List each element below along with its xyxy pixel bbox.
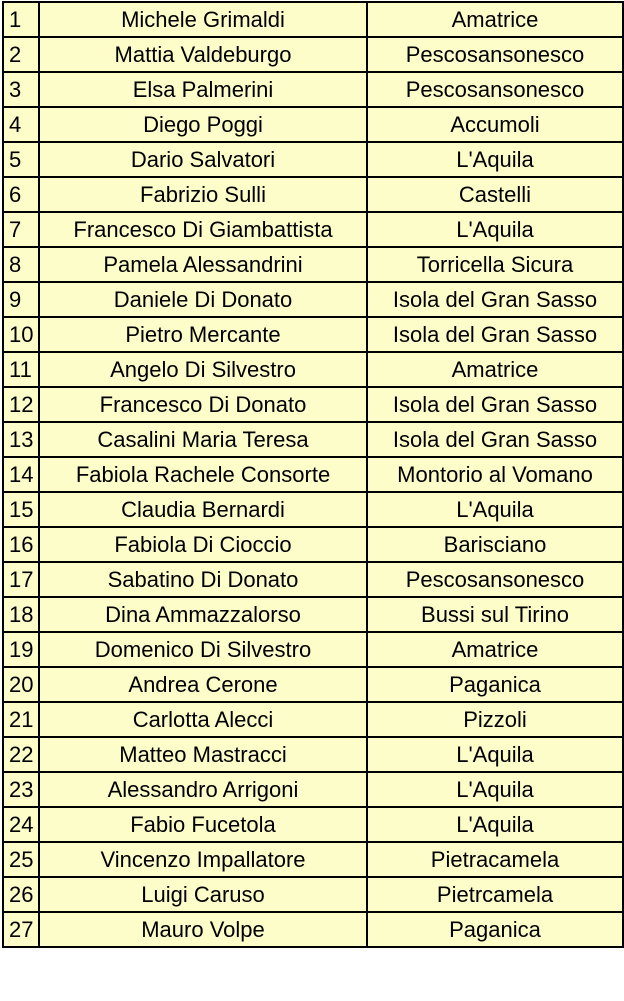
row-number-cell[interactable]: 16 <box>3 527 39 562</box>
place-cell[interactable]: L'Aquila <box>367 142 623 177</box>
table-row <box>3 212 623 247</box>
name-cell[interactable]: Fabiola Di Cioccio <box>39 527 367 562</box>
row-number-cell[interactable]: 23 <box>3 772 39 807</box>
row-number-cell[interactable]: 8 <box>3 247 39 282</box>
table-row <box>3 772 623 807</box>
place-cell[interactable]: Amatrice <box>367 352 623 387</box>
row-number-cell[interactable]: 9 <box>3 282 39 317</box>
place-cell[interactable]: Pietrcamela <box>367 877 623 912</box>
row-number-cell[interactable]: 12 <box>3 387 39 422</box>
table-row <box>3 387 623 422</box>
name-cell[interactable]: Vincenzo Impallatore <box>39 842 367 877</box>
place-cell[interactable]: Pescosansonesco <box>367 37 623 72</box>
place-cell[interactable]: L'Aquila <box>367 807 623 842</box>
place-cell[interactable]: Pietracamela <box>367 842 623 877</box>
place-cell[interactable]: Pescosansonesco <box>367 72 623 107</box>
name-cell[interactable]: Domenico Di Silvestro <box>39 632 367 667</box>
name-cell[interactable]: Elsa Palmerini <box>39 72 367 107</box>
place-cell[interactable]: Montorio al Vomano <box>367 457 623 492</box>
table-row <box>3 422 623 457</box>
place-cell[interactable]: L'Aquila <box>367 492 623 527</box>
place-cell[interactable]: Isola del Gran Sasso <box>367 317 623 352</box>
place-cell[interactable]: Torricella Sicura <box>367 247 623 282</box>
row-number-cell[interactable]: 2 <box>3 37 39 72</box>
row-number-cell[interactable]: 15 <box>3 492 39 527</box>
table-row <box>3 142 623 177</box>
place-cell[interactable]: Barisciano <box>367 527 623 562</box>
place-cell[interactable]: Paganica <box>367 912 623 947</box>
table-row <box>3 667 623 702</box>
name-cell[interactable]: Luigi Caruso <box>39 877 367 912</box>
table-row <box>3 352 623 387</box>
table-row <box>3 107 623 142</box>
row-number-cell[interactable]: 14 <box>3 457 39 492</box>
name-cell[interactable]: Dina Ammazzalorso <box>39 597 367 632</box>
table-row <box>3 737 623 772</box>
name-cell[interactable]: Fabio Fucetola <box>39 807 367 842</box>
table-row <box>3 247 623 282</box>
table-row <box>3 702 623 737</box>
name-cell[interactable]: Francesco Di Giambattista <box>39 212 367 247</box>
row-number-cell[interactable]: 1 <box>3 2 39 37</box>
spreadsheet-sheet <box>0 1 624 1001</box>
name-cell[interactable]: Casalini Maria Teresa <box>39 422 367 457</box>
table-row <box>3 842 623 877</box>
row-number-cell[interactable]: 11 <box>3 352 39 387</box>
table-row <box>3 177 623 212</box>
name-cell[interactable]: Pietro Mercante <box>39 317 367 352</box>
row-number-cell[interactable]: 25 <box>3 842 39 877</box>
name-cell[interactable]: Andrea Cerone <box>39 667 367 702</box>
row-number-cell[interactable]: 3 <box>3 72 39 107</box>
table-row <box>3 37 623 72</box>
row-number-cell[interactable]: 17 <box>3 562 39 597</box>
table-row <box>3 317 623 352</box>
row-number-cell[interactable]: 13 <box>3 422 39 457</box>
row-number-cell[interactable]: 26 <box>3 877 39 912</box>
row-number-cell[interactable]: 27 <box>3 912 39 947</box>
row-number-cell[interactable]: 7 <box>3 212 39 247</box>
table-row <box>3 562 623 597</box>
name-cell[interactable]: Alessandro Arrigoni <box>39 772 367 807</box>
name-cell[interactable]: Mauro Volpe <box>39 912 367 947</box>
place-cell[interactable]: Pizzoli <box>367 702 623 737</box>
place-cell[interactable]: Accumoli <box>367 107 623 142</box>
place-cell[interactable]: Bussi sul Tirino <box>367 597 623 632</box>
row-number-cell[interactable]: 4 <box>3 107 39 142</box>
name-cell[interactable]: Dario Salvatori <box>39 142 367 177</box>
name-cell[interactable]: Angelo Di Silvestro <box>39 352 367 387</box>
table-row <box>3 457 623 492</box>
name-cell[interactable]: Pamela Alessandrini <box>39 247 367 282</box>
row-number-cell[interactable]: 19 <box>3 632 39 667</box>
place-cell[interactable]: Pescosansonesco <box>367 562 623 597</box>
place-cell[interactable]: Amatrice <box>367 632 623 667</box>
name-cell[interactable]: Francesco Di Donato <box>39 387 367 422</box>
place-cell[interactable]: Isola del Gran Sasso <box>367 422 623 457</box>
table-row <box>3 2 623 37</box>
name-cell[interactable]: Carlotta Alecci <box>39 702 367 737</box>
place-cell[interactable]: Amatrice <box>367 2 623 37</box>
row-number-cell[interactable]: 6 <box>3 177 39 212</box>
row-number-cell[interactable]: 18 <box>3 597 39 632</box>
table-row <box>3 492 623 527</box>
place-cell[interactable]: Paganica <box>367 667 623 702</box>
name-cell[interactable]: Fabrizio Sulli <box>39 177 367 212</box>
row-number-cell[interactable]: 21 <box>3 702 39 737</box>
place-cell[interactable]: Isola del Gran Sasso <box>367 387 623 422</box>
table-row <box>3 632 623 667</box>
name-cell[interactable]: Mattia Valdeburgo <box>39 37 367 72</box>
place-cell[interactable]: L'Aquila <box>367 737 623 772</box>
place-cell[interactable]: Castelli <box>367 177 623 212</box>
row-number-cell[interactable]: 22 <box>3 737 39 772</box>
table-row <box>3 282 623 317</box>
name-cell[interactable]: Matteo Mastracci <box>39 737 367 772</box>
table-row <box>3 527 623 562</box>
row-number-cell[interactable]: 5 <box>3 142 39 177</box>
place-cell[interactable]: L'Aquila <box>367 212 623 247</box>
row-number-cell[interactable]: 20 <box>3 667 39 702</box>
table-row <box>3 912 623 947</box>
row-number-cell[interactable]: 10 <box>3 317 39 352</box>
name-cell[interactable]: Fabiola Rachele Consorte <box>39 457 367 492</box>
row-number-cell[interactable]: 24 <box>3 807 39 842</box>
table-row <box>3 72 623 107</box>
name-cell[interactable]: Sabatino Di Donato <box>39 562 367 597</box>
name-cell[interactable]: Michele Grimaldi <box>39 2 367 37</box>
table-row <box>3 807 623 842</box>
name-cell[interactable]: Daniele Di Donato <box>39 282 367 317</box>
place-cell[interactable]: Isola del Gran Sasso <box>367 282 623 317</box>
place-cell[interactable]: L'Aquila <box>367 772 623 807</box>
names-table <box>2 1 624 948</box>
name-cell[interactable]: Diego Poggi <box>39 107 367 142</box>
table-row <box>3 597 623 632</box>
table-row <box>3 877 623 912</box>
name-cell[interactable]: Claudia Bernardi <box>39 492 367 527</box>
